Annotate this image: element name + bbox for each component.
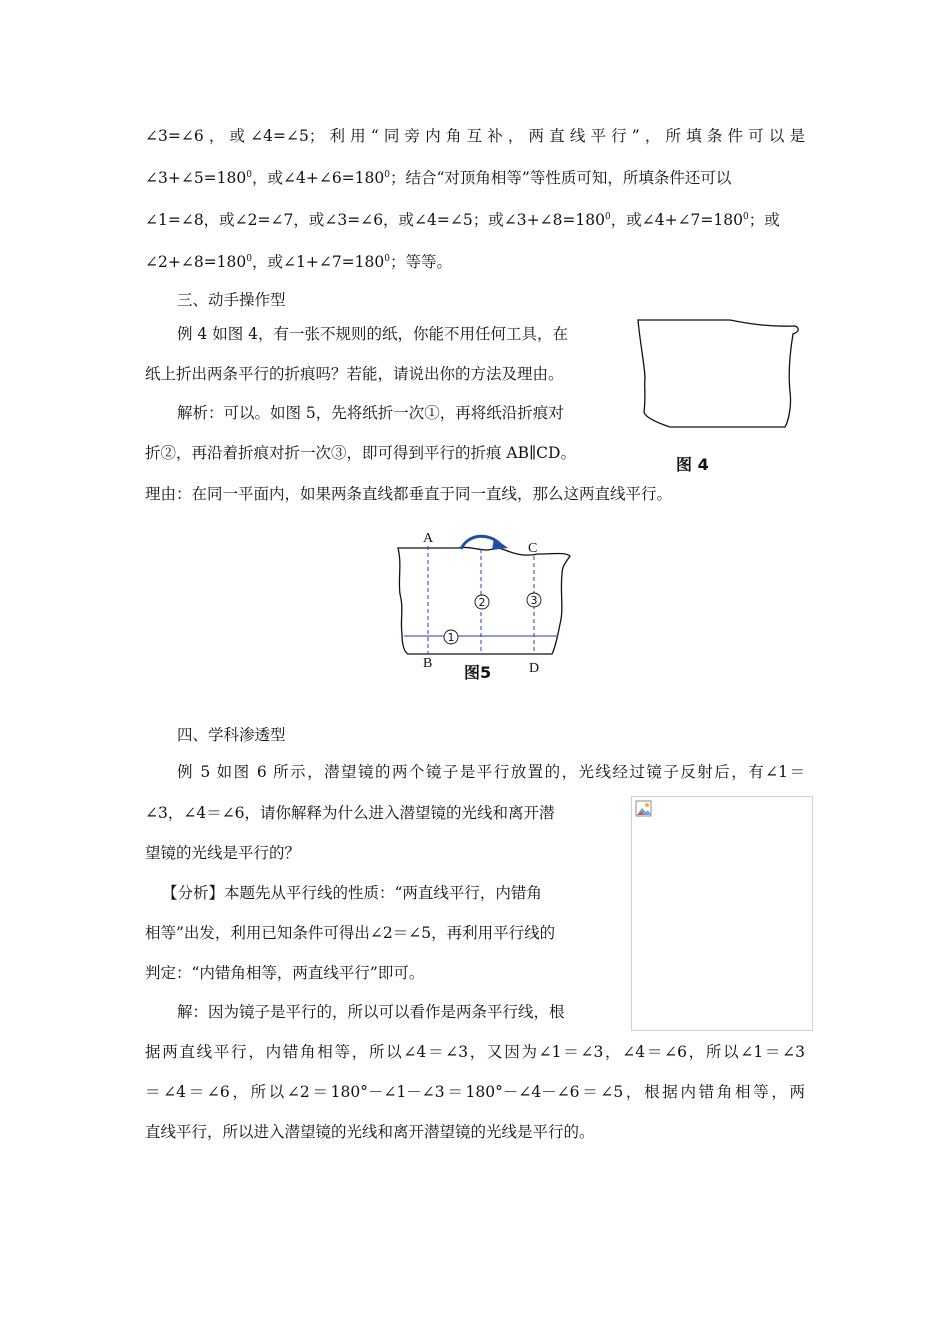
solution5-line-3: ＝∠4＝∠6，所以∠2＝180°－∠1－∠3＝180°－∠4－∠6＝∠5，根据内错角相等，两	[145, 1083, 805, 1101]
example5-line-2: ∠3，∠4＝∠6，请你解释为什么进入潜望镜的光线和离开潜	[145, 804, 555, 822]
para1-line-2	[145, 168, 805, 188]
circle-num-3: 3	[530, 594, 538, 607]
paper-outline	[638, 320, 798, 427]
figure-5-caption: 图5	[464, 663, 492, 682]
degree-sup: 0	[384, 253, 390, 264]
analysis-line-3: 判定：“内错角相等，两直线平行”即可。	[145, 964, 425, 982]
para1-line-4-b: ，或∠1+∠7=180	[252, 253, 385, 271]
degree-sup: 0	[605, 211, 611, 222]
para1-line-2-c: ；结合“对顶角相等”等性质可知，所填条件还可以	[390, 169, 732, 187]
figure-4-caption: 图 4	[676, 455, 709, 474]
analysis-line-2: 相等”出发，利用已知条件可得出∠2＝∠5，再利用平行线的	[145, 924, 556, 942]
reason-line: 理由：在同一平面内，如果两条直线都垂直于同一直线，那么这两直线平行。	[145, 485, 673, 503]
example5-line-3: 望镜的光线是平行的？	[145, 844, 301, 862]
para1-line-3-c: ；或	[748, 211, 780, 229]
para1-line-3-b: ，或∠4+∠7=180	[610, 211, 743, 229]
section3-heading: 三、动手操作型	[177, 291, 286, 309]
arrow-head-icon	[492, 538, 508, 550]
degree-sup: 0	[246, 169, 252, 180]
solution4-line-1: 解析：可以。如图 5，先将纸折一次①，再将纸沿折痕对	[177, 404, 564, 422]
figure-6-image-placeholder	[631, 796, 813, 1031]
label-b: B	[423, 656, 433, 671]
degree-sup: 0	[384, 169, 390, 180]
label-c: C	[528, 541, 538, 556]
para1-line-4-c: ；等等。	[390, 253, 453, 271]
degree-sup: 0	[743, 211, 749, 222]
degree-sup: 0	[246, 253, 252, 264]
analysis-line-1: 【分析】本题先从平行线的性质：“两直线平行，内错角	[162, 884, 542, 902]
circle-num-1: 1	[447, 631, 455, 644]
label-a: A	[423, 531, 434, 546]
figure-4-irregular-paper	[630, 312, 810, 432]
solution5-line-4: 直线平行，所以进入潜望镜的光线和离开潜望镜的光线是平行的。	[145, 1123, 595, 1141]
example5-line-1: 例 5 如图 6 所示，潜望镜的两个镜子是平行放置的，光线经过镜子反射后，有∠1＝	[177, 763, 805, 781]
circle-num-2: 2	[478, 596, 486, 609]
para1-line-3-a: ∠1=∠8，或∠2=∠7，或∠3=∠6，或∠4=∠5；或∠3+∠8=180	[145, 211, 605, 229]
para1-line-2-a: ∠3+∠5=180	[145, 169, 247, 187]
example4-line-2: 纸上折出两条平行的折痕吗？若能，请说出你的方法及理由。	[145, 365, 564, 383]
solution5-line-1: 解：因为镜子是平行的，所以可以看作是两条平行线，根	[177, 1003, 565, 1021]
para1-line-4	[145, 252, 452, 272]
solution4-line-2: 折②，再沿着折痕对折一次③，即可得到平行的折痕 AB∥CD。	[145, 444, 576, 462]
para1-line-2-b: ，或∠4+∠6=180	[252, 169, 385, 187]
solution5-line-2: 据两直线平行，内错角相等，所以∠4＝∠3，又因为∠1＝∠3，∠4＝∠6，所以∠1＝∠3	[145, 1043, 805, 1061]
para1-line-3	[145, 210, 805, 230]
para1-line-4-a: ∠2+∠8=180	[145, 253, 247, 271]
label-d: D	[529, 661, 540, 676]
broken-image-icon	[635, 800, 653, 818]
para1-line-1: ∠3=∠6，或∠4=∠5；利用“同旁内角互补，两直线平行”，所填条件可以是	[145, 127, 805, 145]
section4-heading: 四、学科渗透型	[177, 726, 286, 744]
example4-line-1: 例 4 如图 4，有一张不规则的纸，你能不用任何工具，在	[177, 325, 569, 343]
